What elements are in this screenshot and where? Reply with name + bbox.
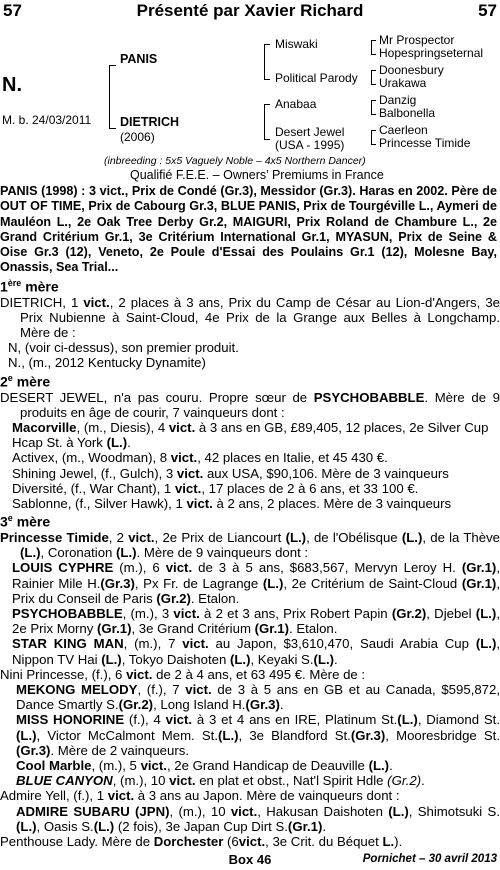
- sale-info: Pornichet – 30 avril 2013: [362, 853, 497, 865]
- ggs-2: Hopespringseternal: [379, 46, 484, 60]
- produce-1: N, (voir ci-dessus), son premier produit.: [8, 340, 239, 356]
- td-produce-3: STAR KING MAN, (m.), 7 vict. au Japon, $3,610,470, Saudi Arabia Cup (L.), Nippon TV Hai (L.), Tokyo Daishoten (L.), Keyaki S.(L.).: [12, 636, 500, 667]
- td-produce-11: Penthouse Lady. Mère de Dorchester (6vict., 3e Crit. du Béquet L.).: [0, 834, 403, 850]
- granddam-2: Desert Jewel: [275, 125, 345, 139]
- td-produce-9: Admire Yell, (f.), 1 vict. à 3 ans au Japon. Mère de vainqueurs dont :: [0, 788, 400, 804]
- second-dam-heading: 2e mère: [0, 372, 51, 390]
- td-produce-5: MEKONG MELODY, (f.), 7 vict. de 3 à 5 ans en GB et au Canada, $595,872, Dance Smartly S.(Gr.2), Long Island H.(Gr.3).: [16, 682, 500, 713]
- third-dam-heading: 3e mère: [0, 513, 51, 530]
- td-produce-2: PSYCHOBABBLE, (m.), 3 vict. à 2 et 3 ans, Prix Robert Papin (Gr.2), Djebel (L.), 2e Prix Morny (Gr.1), 3e Grand Critérium (Gr.1). Etalon.: [12, 606, 500, 637]
- ggs-4: Urakawa: [379, 76, 427, 90]
- third-dam-record: Princesse Timide, 2 vict., 2e Prix de Liancourt (L.), de l'Obélisque (L.), de la Thève (L.), Coronation (L.). Mère de 9 vainqueurs dont :: [0, 530, 500, 561]
- bracket-miswaki: [371, 40, 376, 55]
- td-produce-10: ADMIRE SUBARU (JPN), (m.), 10 vict., Hakusan Daishoten (L.), Shimotsuki S.(L.), Oasis S.(L.) (2 fois), 3e Japan Cup Dirt S.(Gr.1).: [16, 803, 500, 834]
- ggs-7: Caerleon: [379, 123, 428, 137]
- bracket-dam: [264, 104, 270, 140]
- td-produce-1: LOUIS CYPHRE (m.), 6 vict. de 3 à 5 ans, $683,567, Mervyn Leroy H. (Gr.1), Rainier Mile H.(Gr.3), Px Fr. de Lagrange (L.), 2e Critérium de Saint-Cloud (Gr.1), Prix du Conseil de Paris (Gr.2). Etalon.: [12, 560, 500, 606]
- ggs-1: Mr Prospector: [379, 33, 455, 47]
- inbreeding-note: (inbreeding : 5x5 Vaguely Noble – 4x5 Northern Dancer): [104, 155, 366, 167]
- bracket-anabaa: [371, 100, 376, 115]
- td-produce-7: Cool Marble, (m.), 5 vict., 2e Grand Handicap de Deauville (L.).: [16, 758, 393, 774]
- sd-produce-2: Activex, (m., Woodman), 8 vict., 42 places en Italie, et 45 430 €.: [12, 450, 388, 466]
- first-dam-record: DIETRICH, 1 vict., 2 places à 3 ans, Prix du Camp de César au Lion-d'Angers, 3e Prix Nubienne à Saint-Cloud, 4e Prix de la Grange aux Belles à Longchamp. Mère de :: [0, 294, 500, 341]
- qualified-note: Qualifié F.E.E. – Owners’ Premiums in France: [130, 168, 384, 182]
- granddam-2-year: (USA - 1995): [275, 138, 345, 152]
- grandsire-2: Anabaa: [275, 97, 317, 111]
- horse-name: N.: [2, 74, 22, 96]
- bracket-parents: [109, 65, 116, 129]
- sire-name: PANIS: [120, 52, 158, 66]
- td-produce-6: MISS HONORINE (f.), 4 vict. à 3 et 4 ans en IRE, Platinum St.(L.), Diamond St.(L.), Victor McCalmont Mem. St.(L.), 3e Blandford St.(Gr.3), Mooresbridge St.(Gr.3). Mère de 2 vainqueurs.: [16, 712, 500, 758]
- dam-name: DIETRICH: [120, 115, 180, 129]
- ggs-5: Danzig: [379, 93, 417, 107]
- page-title: Présenté par Xavier Richard: [136, 1, 364, 20]
- td-produce-8: BLUE CANYON, (m.), 10 vict. en plat et obst., Nat'l Spirit Hdle (Gr.2).: [16, 773, 425, 789]
- lot-number-left: 57: [3, 1, 22, 20]
- sd-produce-3: Shining Jewel, (f., Gulch), 3 vict. aux USA, $90,106. Mère de 3 vainqueurs: [12, 465, 449, 481]
- sd-produce-4: Diversité, (f., War Chant), 1 vict., 17 places de 2 à 6 ans, et 33 100 €.: [12, 480, 419, 496]
- dam-year: (2006): [120, 130, 155, 144]
- td-produce-4: Nini Princesse, (f.), 6 vict. de 2 à 4 ans, et 63 495 €. Mère de :: [0, 666, 366, 682]
- first-dam-heading: 1ère mère: [0, 277, 59, 295]
- second-dam-record: DESERT JEWEL, n'a pas couru. Propre sœur de PSYCHOBABBLE. Mère de 9 produits en âge de courir, 7 vainqueurs dont :: [0, 389, 500, 420]
- bracket-jewel: [371, 130, 376, 145]
- catalogue-body: [0, 184, 500, 849]
- bracket-parody: [371, 70, 376, 85]
- ggs-6: Balbonella: [379, 106, 436, 120]
- lot-number-right: 57: [478, 1, 497, 20]
- sd-produce-1: Macorville, (m., Diesis), 4 vict. à 3 ans en GB, £89,405, 12 places, 2e Silver Cup Hcap St. à York (L.).: [12, 419, 489, 451]
- granddam-1: Political Parody: [275, 71, 358, 85]
- produce-2: N., (m., 2012 Kentucky Dynamite): [8, 355, 206, 371]
- ggs-8: Princesse Timide: [379, 136, 471, 150]
- box-number: Box 46: [228, 852, 272, 867]
- sd-produce-5: Sablonne, (f., Silver Hawk), 1 vict. à 2 ans, 2 places. Mère de 3 vainqueurs: [12, 495, 452, 511]
- grandsire-1: Miswaki: [275, 37, 318, 51]
- bracket-sire: [264, 44, 270, 80]
- ggs-3: Doonesbury: [379, 63, 444, 77]
- sire-record: PANIS (1998) : 3 vict., Prix de Condé (Gr.3), Messidor (Gr.3). Haras en 2002. Père de OUT OF TIME, Prix de Cabourg Gr.3, BLUE PANIS, Prix de Tourgéville L., Aymeri de Mauléon L., 2e Oak Tree Derby Gr.2, MAIGURI, Prix Roland de Chambure L., 2e Grand Critérium Gr.1, 3e Critérium International Gr.1, MYASUN, Prix de Seine & Oise Gr.3 (12), Veneto, 2e Poule d'Essai des Poulains Gr.1 (12), Molesne Bay, Onassis, Sea Trial...: [0, 184, 497, 275]
- horse-info: M. b. 24/03/2011: [2, 113, 92, 127]
